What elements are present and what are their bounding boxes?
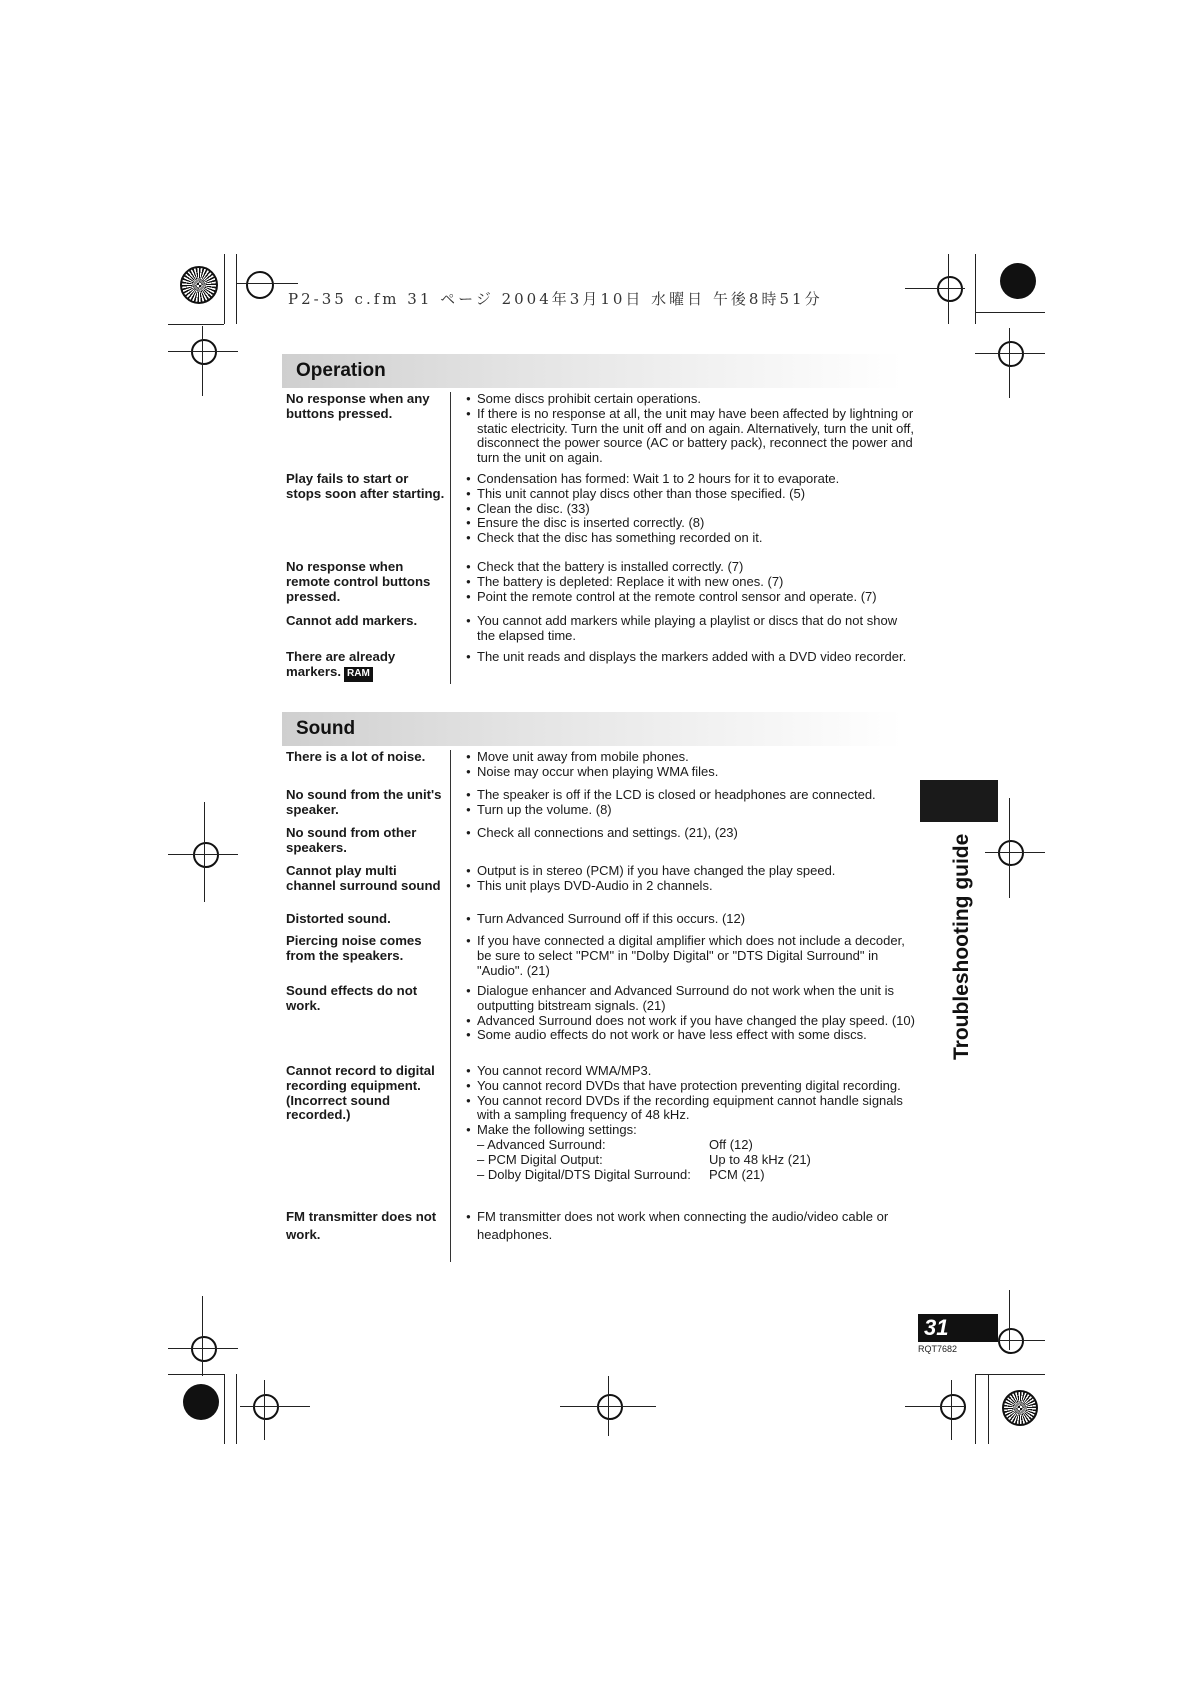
operation-table [286, 392, 926, 682]
solution-list [466, 912, 916, 927]
list-item: ● Some discs prohibit certain operations. [466, 392, 916, 407]
setting-value: Up to 48 kHz (21) [709, 1151, 811, 1167]
crosshair-icon [998, 341, 1024, 367]
list-item: ● This unit plays DVD-Audio in 2 channels. [466, 879, 916, 894]
registration-sunburst-icon [180, 266, 218, 304]
list-item: ● You cannot add markers while playing a playlist or discs that do not show the elapsed time. [466, 614, 916, 644]
crosshair-icon [246, 271, 274, 299]
solution-list [466, 1208, 916, 1244]
list-item: ● Some audio effects do not work or have less effect with some discs. [466, 1028, 916, 1043]
solution-list [466, 650, 916, 665]
list-item: ● Output is in stereo (PCM) if you have changed the play speed. [466, 864, 916, 879]
crosshair-icon [940, 1394, 966, 1420]
crosshair-icon [937, 276, 963, 302]
list-item: ● Check that the disc has something recorded on it. [466, 531, 916, 546]
problem-label: Sound effects do not work. [286, 983, 418, 1013]
document-code: RQT7682 [918, 1344, 958, 1354]
operation-section-header [282, 354, 902, 388]
page-number: 31 [918, 1314, 998, 1342]
section-title: Sound [296, 718, 356, 739]
problem-label: Distorted sound. [286, 911, 391, 926]
setting-label: – Dolby Digital/DTS Digital Surround: [477, 1166, 691, 1182]
problem-label: Piercing noise comes from the speakers. [286, 933, 422, 963]
solution-list [466, 864, 916, 894]
setting-row [466, 1138, 916, 1153]
problem-label: No response when remote control buttons pressed. [286, 559, 431, 604]
registration-dot-icon [183, 1384, 219, 1420]
solution-list [466, 750, 916, 780]
list-item: ● Ensure the disc is inserted correctly. (8) [466, 516, 916, 531]
solution-list [466, 392, 916, 466]
setting-value: PCM (21) [709, 1166, 765, 1182]
list-item: ● The speaker is off if the LCD is closed or headphones are connected. [466, 788, 916, 803]
sound-table [286, 750, 926, 1260]
list-item: ● If there is no response at all, the unit may have been affected by lightning or static electricity. Turn the unit off and on again. Alternatively, turn the unit off, disconnect the power source (AC or battery pack), reconnect the power and turn the unit on again. [466, 407, 916, 466]
solution-list [466, 472, 916, 546]
list-item: ● The battery is depleted: Replace it with new ones. (7) [466, 575, 916, 590]
solution-list [466, 826, 916, 841]
setting-row [466, 1153, 916, 1168]
list-item: ● Point the remote control at the remote control sensor and operate. (7) [466, 590, 916, 605]
problem-label: FM transmitter does not work. [286, 1209, 437, 1242]
list-item: ● Turn Advanced Surround off if this occurs. (12) [466, 912, 916, 927]
crosshair-icon [193, 842, 219, 868]
list-item: ● Noise may occur when playing WMA files. [466, 765, 916, 780]
list-item: ● The unit reads and displays the markers added with a DVD video recorder. [466, 650, 916, 665]
list-item: ● This unit cannot play discs other than those specified. (5) [466, 487, 916, 502]
problem-label: Cannot add markers. [286, 613, 418, 628]
crosshair-icon [998, 1328, 1024, 1354]
solution-list [466, 614, 916, 644]
solution-list [466, 984, 916, 1043]
list-item: ● Turn up the volume. (8) [466, 803, 916, 818]
list-item: ● Dialogue enhancer and Advanced Surround do not work when the unit is outputting bitstream signals. (21) [466, 984, 916, 1014]
section-title: Operation [296, 360, 386, 381]
list-item: ● Check that the battery is installed correctly. (7) [466, 560, 916, 575]
problem-label: Play fails to start or stops soon after starting. [286, 471, 445, 501]
list-item: ● FM transmitter does not work when connecting the audio/video cable or headphones. [466, 1208, 916, 1244]
list-item: ● You cannot record WMA/MP3. [466, 1064, 916, 1079]
crosshair-icon [998, 840, 1024, 866]
setting-label: – PCM Digital Output: [477, 1151, 603, 1167]
sound-section-header [282, 712, 902, 746]
registration-dot-icon [1000, 263, 1036, 299]
crosshair-icon [597, 1394, 623, 1420]
list-item: ● Move unit away from mobile phones. [466, 750, 916, 765]
list-item: ● You cannot record DVDs that have protection preventing digital recording. [466, 1079, 916, 1094]
problem-text: There are already markers. [286, 649, 396, 679]
solution-list [466, 934, 916, 978]
section-tab-marker [920, 780, 998, 822]
ram-badge: RAM [344, 667, 373, 682]
setting-row [466, 1168, 916, 1183]
setting-value: Off (12) [709, 1136, 753, 1152]
solution-list [466, 788, 916, 818]
crosshair-icon [191, 339, 217, 365]
list-item: ● Check all connections and settings. (21), (23) [466, 826, 916, 841]
list-item: ● Condensation has formed: Wait 1 to 2 hours for it to evaporate. [466, 472, 916, 487]
problem-label: Cannot play multi channel surround sound [286, 863, 441, 893]
list-item: ● Advanced Surround does not work if you have changed the play speed. (10) [466, 1014, 916, 1029]
list-item: ● Clean the disc. (33) [466, 502, 916, 517]
problem-label: No sound from other speakers. [286, 825, 417, 855]
problem-label: Cannot record to digital recording equipment. (Incorrect sound recorded.) [286, 1063, 435, 1123]
problem-label: No response when any buttons pressed. [286, 391, 430, 421]
print-header: P2-35 c.fm 31 ページ 2004年3月10日 水曜日 午後8時51分 [288, 290, 823, 308]
crosshair-icon [253, 1394, 279, 1420]
solution-list [466, 1064, 916, 1182]
problem-label [286, 650, 446, 682]
list-item: ● If you have connected a digital amplifier which does not include a decoder, be sure to select "PCM" in "Dolby Digital" or "DTS Digital Surround" in "Audio". (21) [466, 934, 916, 978]
list-item: ● You cannot record DVDs if the recording equipment cannot handle signals with a sampling frequency of 48 kHz. [466, 1094, 916, 1124]
problem-label: There is a lot of noise. [286, 749, 426, 764]
list-item: ● Make the following settings: [466, 1123, 916, 1138]
crosshair-icon [191, 1336, 217, 1362]
side-tab-label: Troubleshooting guide [950, 833, 973, 1060]
setting-label: – Advanced Surround: [477, 1136, 606, 1152]
solution-list [466, 560, 916, 604]
problem-label: No sound from the unit's speaker. [286, 787, 442, 817]
registration-sunburst-icon [1002, 1390, 1038, 1426]
